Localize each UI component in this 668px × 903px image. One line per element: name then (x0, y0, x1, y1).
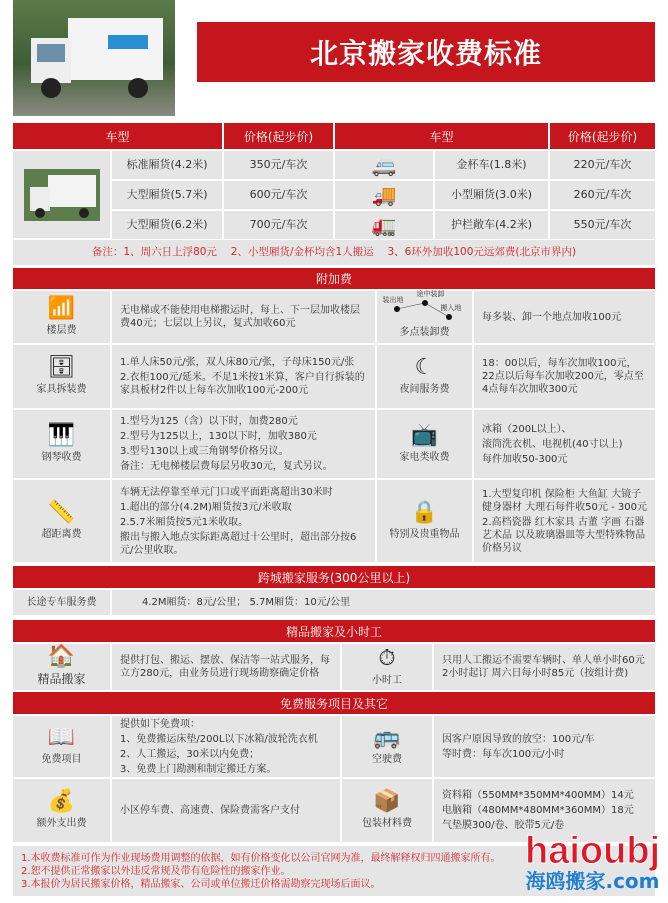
fee-label: 钢琴收费 (41, 451, 82, 463)
route-start-label: 装出地 (382, 296, 404, 304)
vehicle-photo (13, 151, 110, 238)
fee-label-cell (377, 345, 472, 408)
vehicle-price: 700元/车次 (224, 211, 333, 239)
route-points-icon (382, 290, 467, 323)
intercity-label: 长途专车服务费 (13, 590, 110, 615)
safe-icon: 🔒 (410, 499, 439, 525)
vehicle-type: 金杯车(1.8米) (435, 151, 548, 179)
truck-photo (13, 0, 175, 116)
tv-icon: 📺 (410, 422, 439, 448)
hourly-worker-desc: 只用人工搬运不需要车辆时、单人单小时60元 2小时起订 周六日每小时85元（按组计费) (434, 644, 655, 690)
fee-description (434, 716, 655, 777)
intercity-value: 4.2M厢货：8元/公里； 5.7M厢货：10元/公里 (112, 590, 655, 615)
fee-description (474, 410, 655, 478)
fee-line: 车辆无法停靠至单元门口或平面距离超出30米时 (120, 486, 333, 498)
vehicle-price: 550元/车次 (550, 211, 655, 239)
vehicle-price: 350元/车次 (224, 151, 333, 179)
fee-line: 1.单人床50元/张，双人床80元/张，子母床150元/张 (120, 357, 355, 368)
fee-description (112, 291, 375, 343)
fee-line: 资料箱（550MM*350MM*400MM）14元 (442, 790, 634, 801)
fee-line: 3.型号130以上或三角钢琴价格另议。 (120, 446, 289, 457)
free-book-icon: 📖 (47, 725, 76, 750)
open-truck-icon: 🚛 (335, 211, 433, 239)
fee-label-cell (377, 291, 472, 343)
moon-stars-icon: ☾ (414, 355, 435, 380)
ruler-icon: 📏 (47, 499, 76, 525)
vehicle-type: 护栏敞车(4.2米) (435, 211, 548, 239)
van-icon: 🚐 (335, 151, 433, 179)
fee-label: 空驶费 (372, 754, 402, 765)
note-line: 2.恕不提供正常搬家以外违反常规及带有危险性的搬家作业。 (21, 865, 291, 877)
section-premium: 精品搬家及小时工 (13, 620, 655, 642)
section-free: 免费服务项目及其它 (13, 692, 655, 714)
label: 小时工 (372, 674, 402, 686)
fee-description (112, 716, 340, 777)
hourly-worker-cell (342, 644, 432, 690)
premium-moving-desc: 提供打包、搬运、摆放、保洁等一站式服务，每立方280元，由业务员进行现场勘察确定价格 (112, 644, 340, 690)
fee-line: 冰箱（200L以上）、 (482, 423, 572, 435)
fee-description (474, 291, 655, 343)
header-vehicle-type: 车型 (13, 123, 222, 149)
stopwatch-icon: ⏱ (378, 645, 396, 671)
fee-line: 1.型号为125（含）以下时，加费280元 (120, 416, 298, 427)
fee-line: 2.型号为125以上，130以下时，加收380元 (120, 431, 317, 442)
box-truck-icon: 🚚 (335, 181, 433, 209)
fee-line: 提供如下免费项： (120, 718, 200, 730)
fee-line: 1、免费搬运床垫/200L以下冰箱/波轮洗衣机 (120, 733, 318, 745)
vehicle-price: 260元/车次 (550, 181, 655, 209)
stairs-icon: 📶 (47, 295, 76, 321)
fee-line: 2.高档瓷器 红木家具 古董 字画 石器 艺术品 以及玻璃器皿等大型特殊物品价格另议 (482, 516, 646, 554)
header-vehicle-type: 车型 (335, 123, 548, 149)
fee-label-cell (13, 779, 110, 842)
fee-label: 超距离费 (41, 528, 82, 540)
fee-label: 家电类收费 (399, 451, 450, 463)
box-icon: 📦 (373, 789, 401, 814)
route-middle-label: 途中装卸 (416, 290, 445, 298)
fee-label-cell (377, 410, 472, 478)
fee-label: 夜间服务费 (399, 384, 450, 395)
vehicle-price: 220元/车次 (550, 151, 655, 179)
fee-line: 气垫膜300/卷、胶带5元/卷 (442, 820, 565, 831)
vehicle-type: 大型厢货(5.7米) (112, 181, 222, 209)
route-end-label: 搬入地 (440, 304, 462, 312)
watermark-sub: 海鸥搬家.com (525, 869, 660, 893)
piano-icon: 🎹 (47, 422, 76, 448)
premium-moving-cell (13, 644, 110, 690)
fee-line: 因客户原因导致的放空：100元/车 (442, 733, 595, 745)
fee-line: 搬出与搬入地点实际距离超过十公里时，超出部分按6元/公里收取。 (120, 531, 357, 556)
fee-line: 3、免费上门勘测和制定搬迁方案。 (120, 763, 277, 775)
section-surcharge: 附加费 (13, 268, 655, 289)
fee-label-cell (13, 291, 110, 343)
page-title: 北京搬家收费标准 (197, 22, 655, 82)
fee-line: 滚筒洗衣机、电视机(40寸以上) (482, 438, 623, 450)
fee-label: 额外支出费 (36, 818, 87, 829)
fee-line: 2.5.7米厢货按5元1米收取。 (120, 516, 249, 528)
fee-description (112, 345, 375, 408)
fee-line: 备注：无电梯楼层费每层另收30元，复式另议。 (120, 461, 333, 472)
fee-label-cell (342, 779, 432, 842)
fee-description (474, 480, 655, 562)
fee-label-cell (13, 345, 110, 408)
house-icon: 🏠 (47, 644, 76, 670)
fee-label: 特别及贵重物品 (389, 528, 460, 540)
fee-label-cell (342, 716, 432, 777)
section-intercity: 跨城搬家服务(300公里以上) (13, 566, 655, 588)
fee-label-cell (377, 480, 472, 562)
vehicle-type: 标准厢货(4.2米) (112, 151, 222, 179)
fee-label: 楼层费 (46, 324, 77, 336)
vehicle-note: 备注：1、周六日上浮80元 2、小型厢货/金杯均含1人搬运 3、6环外加收100元远郊费(北京市界内) (13, 240, 655, 265)
fee-label: 包装材料费 (362, 818, 412, 829)
fee-label: 免费项目 (41, 754, 82, 765)
fee-label-cell (13, 410, 110, 478)
fee-label: 家具拆装费 (36, 384, 87, 395)
watermark-logo (525, 832, 660, 892)
fee-label: 多点装卸费 (399, 327, 450, 338)
watermark-brand: haioubj (525, 830, 661, 872)
note-line: 1.本收费标准可作为作业现场费用调整的依据，如有价格变化以公司官网为准，最终解释权归四通搬家所有。 (21, 852, 501, 864)
fee-line: 18：00以后，每车次加收100元，22点以后每车次加收200元，零点至4点每车次加收300元 (482, 358, 644, 395)
fee-line: 2.衣柜100元/延米。不足1米按1米算，客户自行拆装的家具板材2件以上每车次加收100元-200元 (120, 372, 365, 396)
label: 精品搬家 (37, 672, 86, 687)
header-price: 价格(起步价) (550, 123, 655, 149)
fee-label-cell (13, 480, 110, 562)
header-price: 价格(起步价) (224, 123, 333, 149)
fee-description (474, 345, 655, 408)
fee-line: 无电梯或不能使用电梯搬运时，每上、下一层加收楼层费40元；七层以上另议，复式加收60元 (120, 305, 360, 329)
fee-line: 1.大型复印机 保险柜 大鱼缸 大镜子 健身器材 大理石每件收50元 - 300元 (482, 488, 647, 513)
bus-icon: 🚌 (373, 725, 401, 750)
fee-description (112, 779, 340, 842)
vehicle-price: 600元/车次 (224, 181, 333, 209)
fee-line: 电脑箱（480MM*480MM*360MM）18元 (442, 805, 634, 816)
fee-line: 1.超出的部分(4.2M)厢货按3元/米收取 (120, 501, 292, 513)
cabinet-screwdriver-icon: 🗄 (47, 355, 76, 380)
fee-line: 2、人工搬运，30米以内免费； (120, 748, 260, 760)
fee-line: 等时费：每车次100元/小时 (442, 748, 565, 760)
fee-line: 每多装、卸一个地点加收100元 (482, 311, 622, 323)
note-line: 3.本报价为居民搬家价格，精品搬家、公司或单位搬迁价格需勘察完现场后面议。 (21, 878, 381, 890)
fee-description (112, 480, 375, 562)
fee-description (112, 410, 375, 478)
fee-label-cell (13, 716, 110, 777)
vehicle-type: 小型厢货(3.0米) (435, 181, 548, 209)
fee-line: 每件加收50-300元 (482, 453, 568, 465)
fee-line: 小区停车费、高速费、保险费需客户支付 (120, 805, 300, 816)
vehicle-type: 大型厢货(6.2米) (112, 211, 222, 239)
coins-icon: 💰 (47, 789, 76, 814)
